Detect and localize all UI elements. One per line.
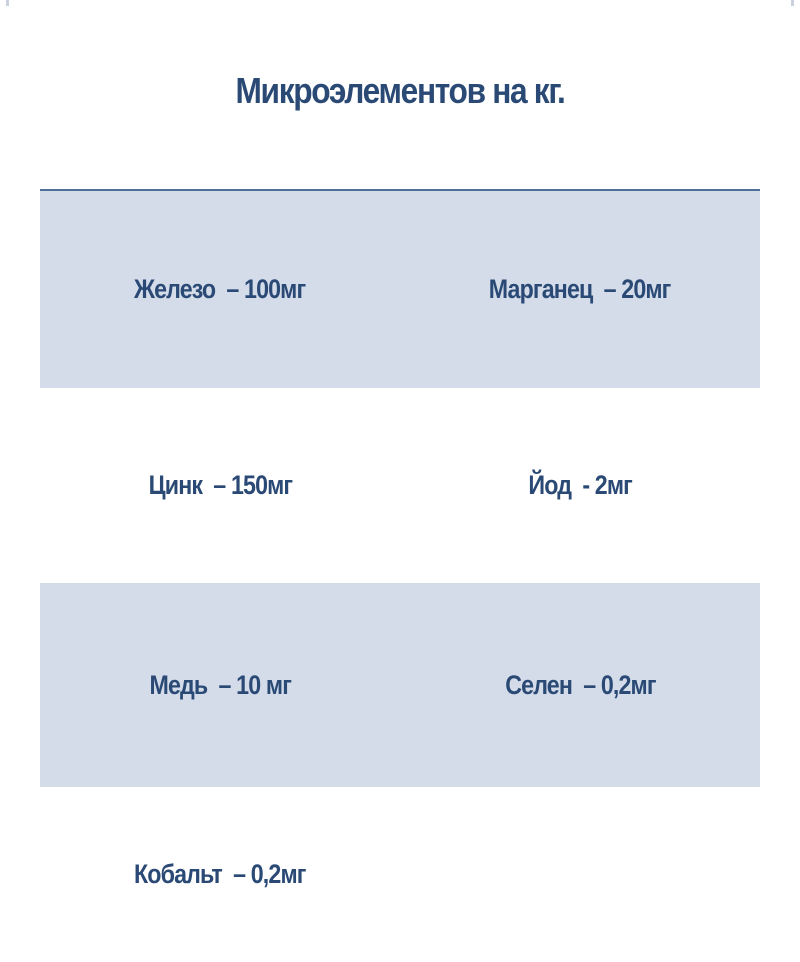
table-cell-left: Железо – 100мг bbox=[134, 274, 306, 304]
table-cell-right: Селен – 0,2мг bbox=[504, 669, 656, 700]
table-cell-right bbox=[400, 859, 760, 890]
table-cell-right: Марганец – 20мг bbox=[489, 274, 671, 304]
table-cell-left: Кобальт – 0,2мг bbox=[134, 859, 306, 889]
table-row bbox=[40, 583, 760, 787]
table-row bbox=[40, 388, 760, 583]
top-edge-marks bbox=[0, 0, 800, 8]
table-cell-left: Медь – 10 мг bbox=[149, 669, 291, 700]
edge-mark-right bbox=[791, 0, 794, 6]
page-title: Микроэлементов на кг. bbox=[235, 70, 565, 111]
table-row bbox=[40, 191, 760, 388]
table-cell-right: Йод - 2мг bbox=[528, 470, 632, 500]
table-cell-left: Цинк – 150мг bbox=[148, 470, 292, 500]
edge-mark-left bbox=[6, 0, 9, 6]
table-row bbox=[40, 787, 760, 962]
microelements-table bbox=[40, 189, 760, 962]
